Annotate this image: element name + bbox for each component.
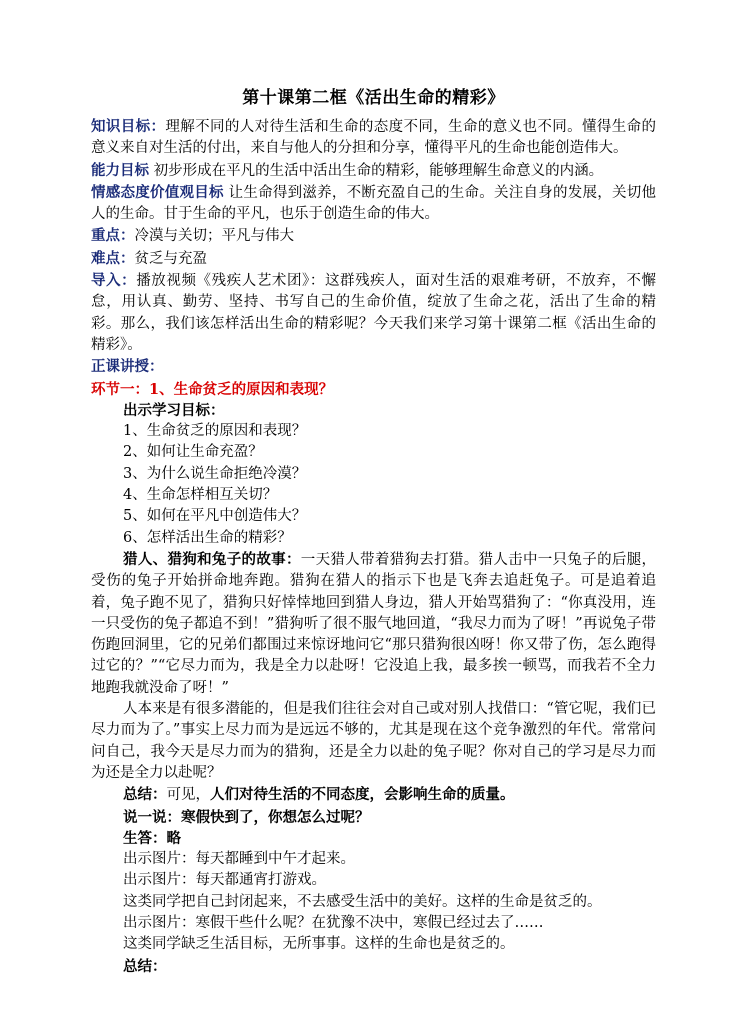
emotion-goal-text: 让生命得到滋养，不断充盈自己的生命。关注自身的发展，关切他人的生命。甘于生命的平凡，也乐于创造生命的伟大。 (91, 184, 657, 223)
summary-one-bold: 人们对待生活的不同态度，会影响生命的质量。 (210, 786, 515, 804)
goal-item: 4、生命怎样相互关切？ (123, 487, 278, 504)
goal-item: 6、怎样活出生命的精彩？ (123, 529, 292, 546)
section-one-heading: 环节一：1、生命贫乏的原因和表现？ (91, 380, 334, 398)
picture-line: 出示图片：每天都睡到中午才起来。 (123, 851, 355, 868)
potential-paragraph: 人本来是有很多潜能的，但是我们往往会对自己或对别人找借口：“管它呢，我们已尽力而为了。”事实上尽力而为是远远不够的，尤其是现在这个竞争激烈的年代。常常问问自己，我今天是尽力而为的猎狗，还是全力以赴的兔子呢？你对自己的学习是尽力而为还是全力以赴呢？ (91, 701, 656, 781)
introduction (91, 270, 656, 356)
ability-goal-label: 能力目标 (91, 161, 149, 179)
picture-line: 出示图片：寒假干些什么呢？在犹豫不决中，寒假已经过去了…… (123, 914, 544, 931)
goal-item: 1、生命贫乏的原因和表现？ (123, 423, 307, 440)
say-prompt: 说一说：寒假快到了，你想怎么过呢？ (123, 808, 370, 826)
goals-heading: 出示学习目标： (123, 401, 225, 419)
comment-line: 这类同学把自己封闭起来，不去感受生活中的美好。这样的生命是贫乏的。 (123, 893, 602, 910)
emotion-goal-label: 情感态度价值观目标 (91, 183, 224, 201)
student-answer: 生答：略 (123, 829, 181, 847)
knowledge-goal-text: 理解不同的人对待生活和生命的态度不同，生命的意义也不同。懂得生命的意义来自对生活的付出，来自与他人的分担和分享，懂得平凡的生命也能创造伟大。 (91, 119, 657, 157)
emotion-goal (91, 182, 656, 226)
ability-goal (91, 160, 656, 182)
story-paragraph (91, 549, 656, 699)
goal-item: 3、为什么说生命拒绝冷漠？ (123, 465, 307, 482)
page-title: 第十课第二框《活出生命的精彩》 (242, 88, 505, 108)
key-point-label: 重点： (91, 227, 135, 245)
summary-one (91, 784, 656, 806)
story-text: 一天猎人带着猎狗去打猎。猎人击中一只兔子的后腿，受伤的兔子开始拼命地奔跑。猎狗在猎人的指示下也是飞奔去追赶兔子。可是追着追着，兔子跑不见了，猎狗只好悻悻地回到猎人身边，猎人开始骂猎狗了：“你真没用，连一只受伤的兔子都追不到！”猎狗听了很不服气地回道，“我尽力而为了呀！”再说兔子带伤跑回洞里，它的兄弟们都围过来惊讶地问它“那只猎狗很凶呀！你又带了伤，怎么跑得过它的？”“它尽力而为，我是全力以赴呀！它没追上我，最多挨一顿骂，而我若不全力地跑我就没命了呀！” (91, 551, 657, 696)
introduction-label: 导入： (91, 272, 137, 290)
introduction-text: 播放视频《残疾人艺术团》：这群残疾人，面对生活的艰难考研，不放弃，不懈怠，用认真、勤劳、坚持、书写自己的生命价值，绽放了生命之花，活出了生命的精彩。那么，我们该怎样活出生命的精彩呢？今天我们来学习第十课第二框《活出生命的精彩》。 (91, 273, 657, 353)
picture-line: 出示图片：每天都通宵打游戏。 (123, 872, 326, 889)
goal-item: 5、如何在平凡中创造伟大？ (123, 508, 307, 525)
summary-two: 总结： (123, 957, 167, 975)
goal-item: 2、如何让生命充盈？ (123, 444, 263, 461)
summary-one-label: 总结： (123, 786, 167, 804)
lecture-label: 正课讲授： (91, 358, 164, 376)
key-point-text: 冷漠与关切；平凡与伟大 (134, 228, 294, 245)
difficulty (91, 248, 656, 270)
difficulty-label: 难点： (91, 249, 135, 267)
comment-line: 这类同学缺乏生活目标，无所事事。这样的生命也是贫乏的。 (123, 936, 515, 953)
difficulty-text: 贫乏与充盈 (134, 250, 207, 267)
summary-one-plain: 可见， (166, 787, 210, 804)
knowledge-goal (91, 116, 656, 160)
lecture-heading (91, 356, 656, 378)
story-label: 猎人、猎狗和兔子的故事： (123, 550, 301, 568)
ability-goal-text: 初步形成在平凡的生活中活出生命的精彩，能够理解生命意义的内涵。 (153, 162, 604, 179)
document-page (91, 86, 656, 977)
knowledge-goal-label: 知识目标： (91, 118, 166, 135)
key-point (91, 225, 656, 247)
